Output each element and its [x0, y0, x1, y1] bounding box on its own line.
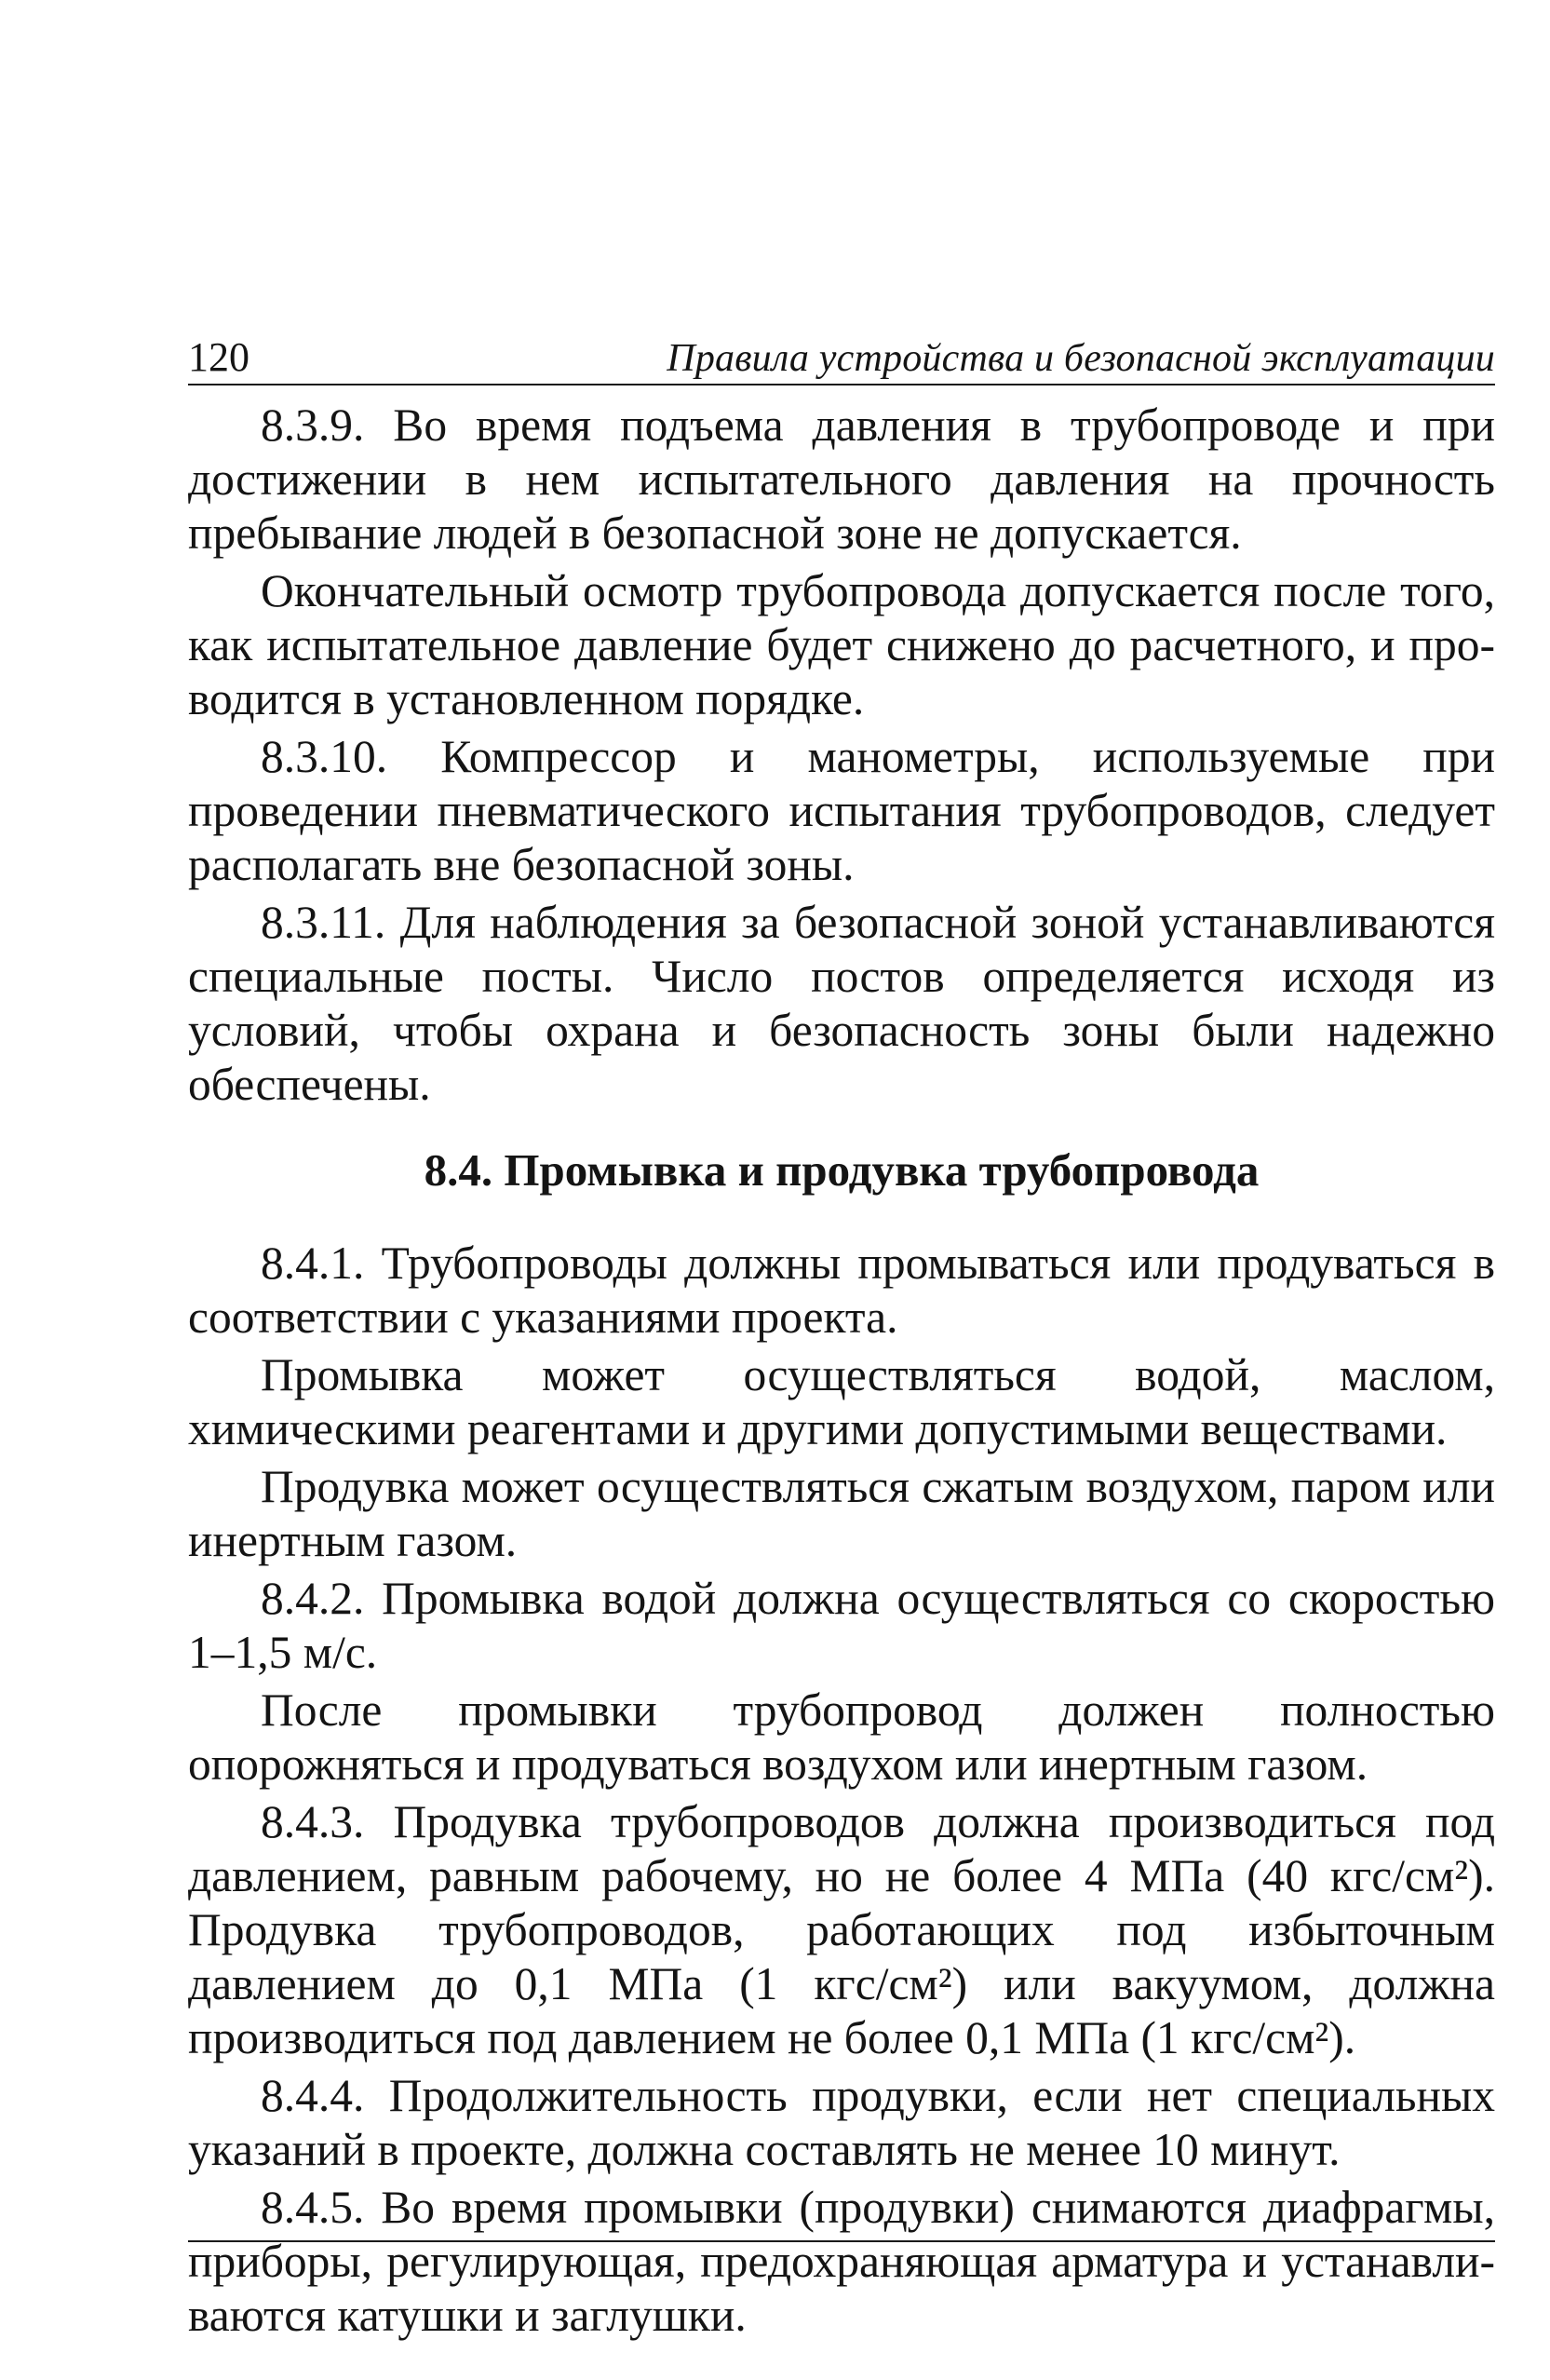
- page-number: 120: [188, 334, 249, 380]
- paragraph-flushing-media: Промывка может осуществляться водой, маслом, химическими реагентами и другими допустимыми веществами.: [188, 1349, 1495, 1454]
- paragraph-final-inspection: Окончательный осмотр трубопровода допускается после того, как испытательное давление будет снижено до расчетного, и проводится в установленном порядке.: [188, 565, 1495, 724]
- running-header: [188, 324, 1495, 385]
- bottom-rule-divider: [188, 2240, 1495, 2242]
- paragraph-blowing-media: Продувка может осуществляться сжатым воздухом, паром или инертным газом.: [188, 1461, 1495, 1566]
- paragraph-8-4-2: 8.4.2. Промывка водой должна осуществляться со скоростью 1–1,5 м/с.: [188, 1573, 1495, 1678]
- paragraph-8-3-9: 8.3.9. Во время подъема давления в трубопроводе и при достижении в нем испытательного давления на прочность пребывание людей в безопасной зоне не допускается.: [188, 399, 1495, 559]
- paragraph-after-flushing: После промывки трубопровод должен полностью опорожняться и продуваться воздухом или инертным газом.: [188, 1684, 1495, 1790]
- body-text: [188, 399, 1495, 2346]
- paragraph-8-3-11: 8.3.11. Для наблюдения за безопасной зоной устанавливаются специальные посты. Число постов определяется исходя из условий, чтобы охрана и безопасность зоны были надежно обеспечены.: [188, 897, 1495, 1110]
- paragraph-8-4-4: 8.4.4. Продолжительность продувки, если нет специальных указаний в проекте, должна составлять не менее 10 минут.: [188, 2070, 1495, 2175]
- paragraph-8-4-1: 8.4.1. Трубопроводы должны промываться или продуваться в соответствии с указаниями проекта.: [188, 1237, 1495, 1343]
- running-title: Правила устройства и безопасной эксплуатации: [667, 337, 1495, 380]
- section-heading-8-4: 8.4. Промывка и продувка трубопровода: [424, 1144, 1260, 1196]
- paragraph-8-4-3: 8.4.3. Продувка трубопроводов должна производиться под давлением, равным рабочему, но не более 4 МПа (40 кгс/см²). Продувка трубопроводов, работающих под избыточным давлением до 0,1 МПа (1 кгс/см²) или вакуумом, должна производиться под давлением не более 0,1 МПа (1 кгс/см²).: [188, 1796, 1495, 2063]
- paragraph-8-3-10: 8.3.10. Компрессор и манометры, используемые при проведении пневматического испытания трубопроводов, следует располагать вне безопасной зоны.: [188, 731, 1495, 890]
- paragraph-8-4-5: 8.4.5. Во время промывки (продувки) снимаются диафрагмы, приборы, регулирующая, предохраняющая арматура и устанавливаются катушки и заглушки.: [188, 2182, 1495, 2341]
